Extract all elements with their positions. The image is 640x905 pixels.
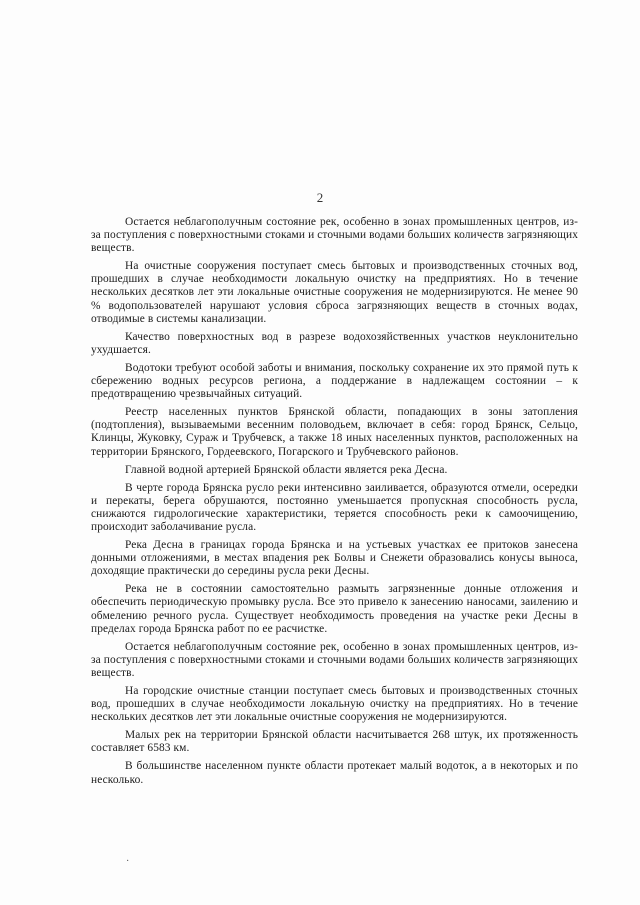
paragraph: В черте города Брянска русло реки интенсивно заиливается, образуются отмели, осередки и перекаты, берега обрушаются, постоянно уменьшается пропускная способность русла, снижаются гидрологические характеристики, теряется способность реки к самоочищению, происходит заболачивание русла. — [91, 481, 578, 533]
paragraph: Водотоки требуют особой заботы и внимания, поскольку сохранение их это прямой путь к сбережению водных ресурсов региона, а поддержание в надлежащем состоянии – к предотвращению чрезвычайных ситуаций. — [91, 361, 578, 401]
document-body — [91, 216, 578, 792]
paragraph: Остается неблагополучным состояние рек, особенно в зонах промышленных центров, из-за поступления с поверхностными стоками и сточными водами больших количеств загрязняющих веществ. — [91, 216, 578, 255]
paragraph: Малых рек на территории Брянской области насчитывается 268 штук, их протяженность составляет 6583 км. — [91, 729, 578, 755]
paragraph: Река Десна в границах города Брянска и на устьевых участках ее притоков занесена донными отложениями, в местах впадения рек Болвы и Снежети образовались конусы выноса, доходящие практически до середины русла реки Десны. — [91, 539, 578, 578]
paragraph: Реестр населенных пунктов Брянской области, попадающих в зоны затопления (подтопления), вызываемыми весенним половодьем, включает в себя: город Брянск, Сельцо, Клинцы, Жуковку, Сураж и Трубчевск, а также 18 иных населенных пунктов, расположенных на территории Брянского, Гордеевского, Погарского и Трубчевского районов. — [91, 406, 578, 458]
paragraph: Река не в состоянии самостоятельно размыть загрязненные донные отложения и обеспечить периодическую промывку русла. Все это привело к занесению наносами, заилению и обмелению речного русла. Существует необходимость проведения на участке реки Десны в пределах города Брянска работ по ее расчистке. — [91, 583, 578, 635]
paragraph: Главной водной артерией Брянской области является река Десна. — [125, 463, 448, 476]
paragraph: На очистные сооружения поступает смесь бытовых и производственных сточных вод, прошедших в случае необходимости локальную очистку на предприятиях. Но в течение нескольких десятков лет эти локальные очистные сооружения не модернизируются. Не менее 90 % водопользователей нарушают условия сброса загрязняющих веществ в сточных водах, отводимые в системы канализации. — [91, 260, 578, 325]
page-number: 2 — [316, 190, 324, 205]
paragraph: Остается неблагополучным состояние рек, особенно в зонах промышленных центров, из-за поступления с поверхностными стоками и сточными водами больших количеств загрязняющих веществ. — [91, 640, 578, 679]
stray-mark: · — [126, 856, 130, 867]
paragraph: В большинстве населенном пункте области протекает малый водоток, а в некоторых и по несколько. — [91, 760, 578, 786]
paragraph: На городские очистные станции поступает смесь бытовых и производственных сточных вод, прошедших в случае необходимости локальную очистку на предприятиях. Но в течение нескольких десятков лет эти локальные очистные сооружения не модернизируются. — [91, 685, 578, 724]
paragraph: Качество поверхностных вод в разрезе водохозяйственных участков неуклонительно ухудшается. — [91, 330, 578, 356]
